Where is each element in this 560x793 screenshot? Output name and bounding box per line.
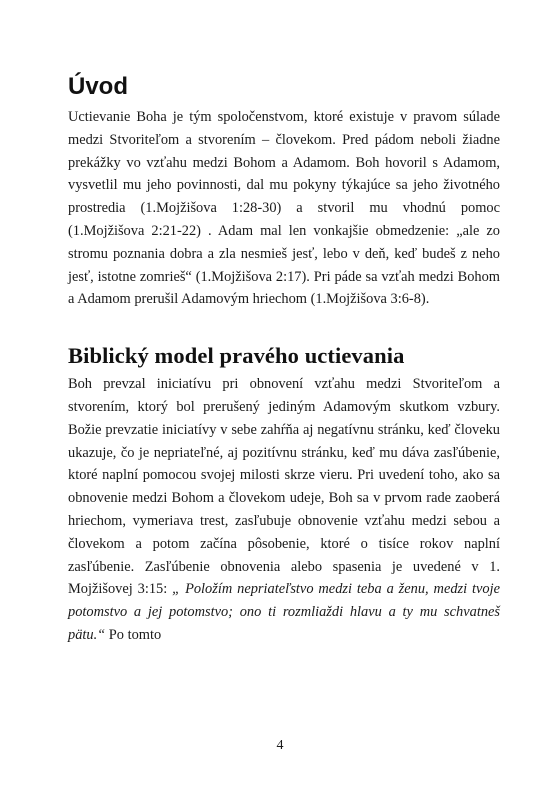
page-number: 4 [276,738,284,753]
section-heading-biblical-model: Biblický model pravého uctievania [68,343,405,369]
paragraph-text: Boh prevzal iniciatívu pri obnovení vzťahu medzi Stvoriteľom a stvorením, ktorý bol prerušený jediným Adamovým skutkom vzbury. Božie prevzatie iniciatívy v sebe zahŕňa aj negatívnu stránku, keď človeku ukazuje, čo je nepriateľné, aj pozitívnu stránku, keď mu dáva zasľúbenie, ktoré naplní pomocou svojej milosti skrze vieru. Pri uvedení toho, ako sa obnovenie medzi Bohom a človekom udeje, Boh sa v prvom rade zaoberá hriechom, vymeriava trest, zasľubuje obnovenie vzťahu medzi sebou a človekom a potom začína pôsobenie, ktoré o tisíce rokov naplní zasľúbenie. Zasľúbenie obnovenia alebo spasenia je uvedené v 1. Mojžišovej 3:15: [68,376,500,598]
paragraph-text-continuation: Po tomto [105,626,162,643]
scripture-quote: „ Položím nepriateľstvo medzi teba a ženu, medzi tvoje potomstvo a jej potomstvo; ono ti rozmliaždi hlavu a ty mu schvatneš pätu.“ [68,581,501,643]
page-content [68,72,500,647]
intro-paragraph: Uctievanie Boha je tým spoločenstvom, ktoré existuje v pravom súlade medzi Stvoriteľom a stvorením – človekom. Pred pádom neboli žiadne prekážky vo vzťahu medzi Bohom a Adamom. Boh hovoril s Adamom, vysvetlil mu jeho povinnosti, dal mu pokyny týkajúce sa jeho životného prostredia (1.Mojžišova 1:28-30) a stvoril mu vhodnú pomoc (1.Mojžišova 2:21-22) . Adam mal len vonkajšie obmedzenie: „ale zo stromu poznania dobra a zla nesmieš jesť, lebo v deň, keď budeš z neho jesť, istotne zomrieš“ (1.Mojžišova 2:17). Pri páde sa vzťah medzi Bohom a Adamom prerušil Adamovým hriechom (1.Mojžišova 3:6-8). [68,109,500,308]
section-heading-uvod: Úvod [68,73,128,100]
biblical-model-paragraph [68,373,500,647]
